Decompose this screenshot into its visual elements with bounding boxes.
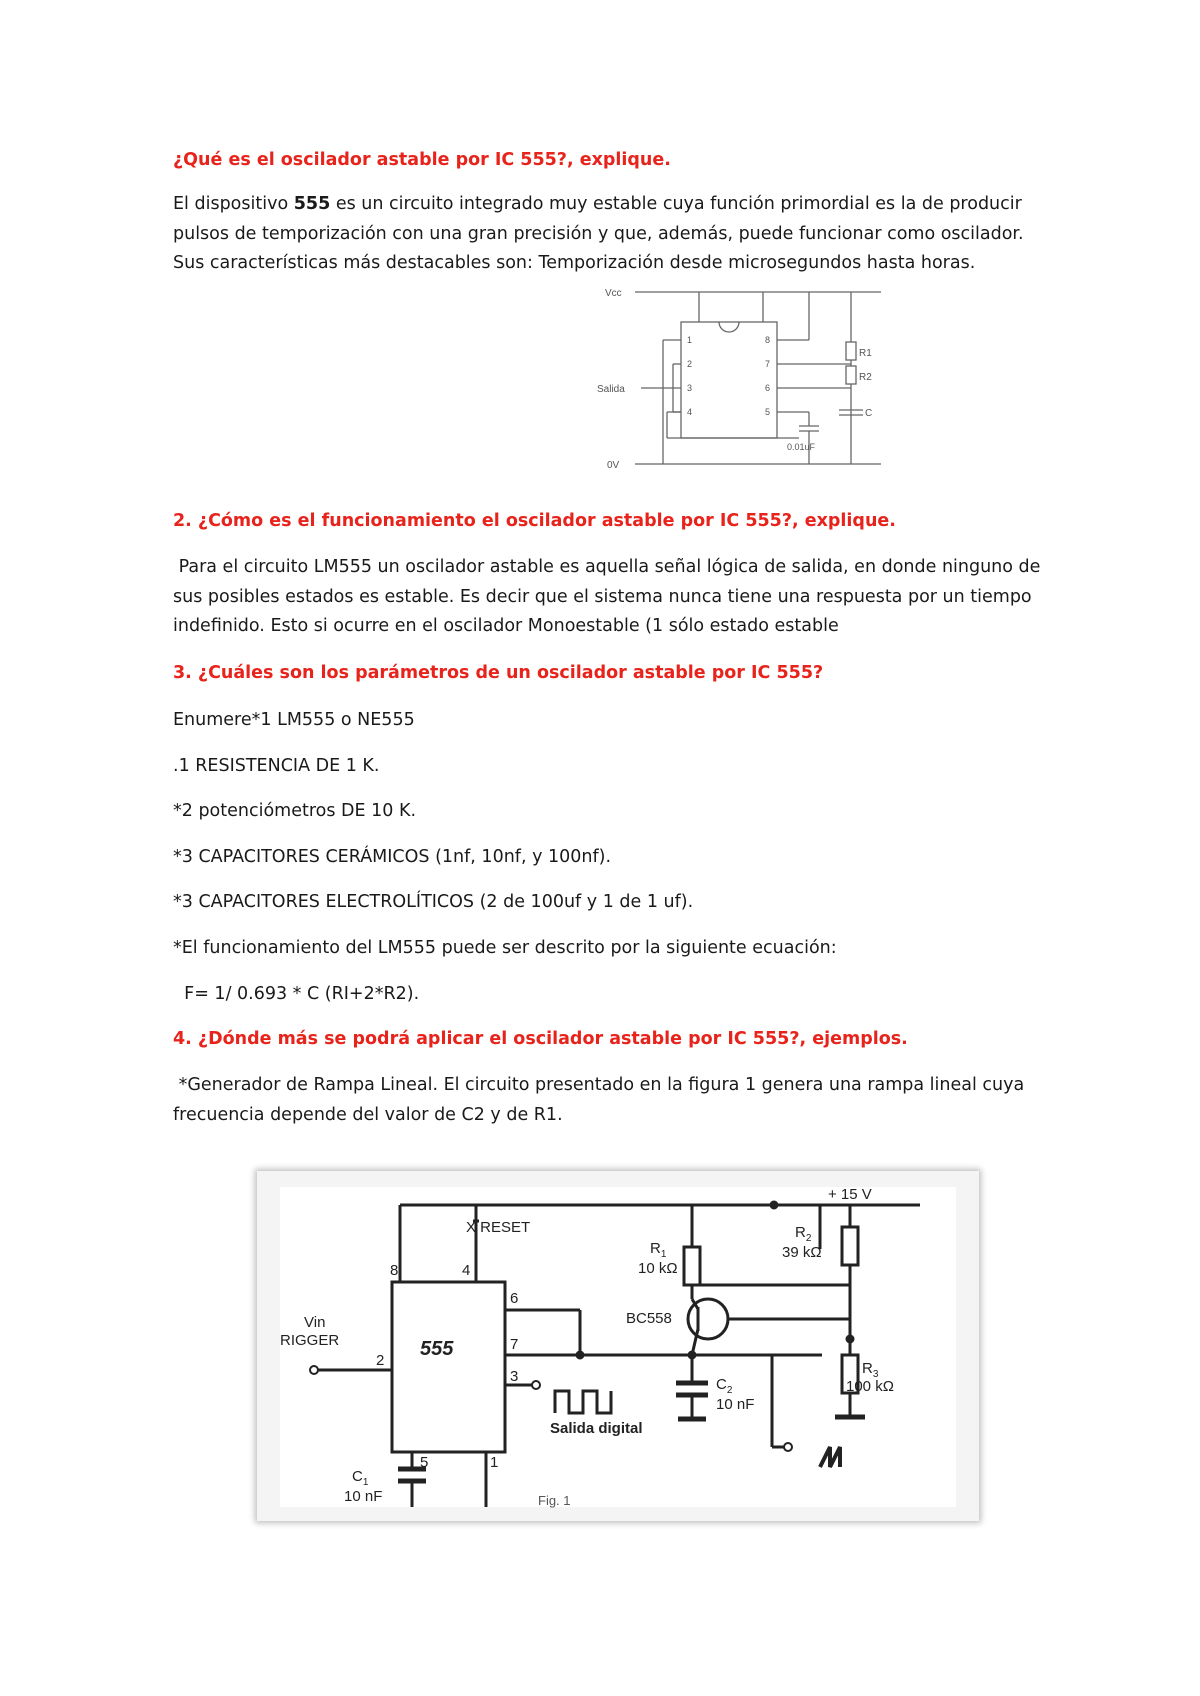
pin-8-label: 8 xyxy=(765,335,771,345)
q4-heading: 4. ¿Dónde más se podrá aplicar el oscilador astable por IC 555?, ejemplos. xyxy=(173,1029,908,1049)
ramp-generator-schematic xyxy=(280,1187,956,1507)
q3-item-1: Enumere*1 LM555 o NE555 xyxy=(173,710,415,730)
sawtooth-wave-icon xyxy=(820,1447,840,1467)
supply-label: + 15 V xyxy=(828,1186,872,1203)
pin-8-label: 8 xyxy=(390,1262,399,1279)
q3-item-3: *2 potenciómetros DE 10 K. xyxy=(173,801,417,821)
ic-notch xyxy=(719,322,739,332)
q3-heading: 3. ¿Cuáles son los parámetros de un oscilador astable por IC 555? xyxy=(173,663,824,683)
bc558-label: BC558 xyxy=(626,1310,672,1327)
pin-6-label: 6 xyxy=(510,1290,519,1307)
salida-digital-label: Salida digital xyxy=(550,1420,643,1437)
ov-label: 0V xyxy=(607,460,620,471)
astable-555-schematic xyxy=(597,282,885,477)
q1-paragraph xyxy=(173,190,1053,279)
pin-3-label: 3 xyxy=(510,1368,519,1385)
trigger-label: RIGGER xyxy=(280,1332,340,1349)
pin-3-label: 3 xyxy=(687,383,693,393)
vcc-label: Vcc xyxy=(605,288,622,299)
pin-7-label: 7 xyxy=(510,1336,519,1353)
cap-value: 0.01uF xyxy=(787,442,816,452)
q3-item-6: *El funcionamiento del LM555 puede ser descrito por la siguiente ecuación: xyxy=(173,938,837,958)
c1-value: 10 nF xyxy=(344,1488,383,1505)
q3-item-2: .1 RESISTENCIA DE 1 K. xyxy=(173,756,380,776)
q3-equation: F= 1/ 0.693 * C (RI+2*R2). xyxy=(173,984,420,1004)
pin-4-label: 4 xyxy=(687,407,693,417)
pin-1-label: 1 xyxy=(687,335,693,345)
c1-label: $C_1$ xyxy=(352,1468,369,1488)
r2-label: R2 xyxy=(859,372,872,383)
q2-paragraph: Para el circuito LM555 un oscilador astable es aquella señal lógica de salida, en donde ninguno de sus posibles estados es estable. Es decir que el sistema nunca tiene una respuesta por un tiempo indefinido. Esto si ocurre en el oscilador Monoestable (1 sólo estado estable xyxy=(173,557,1046,636)
pin-5-label: 5 xyxy=(420,1454,429,1471)
r2-symbol xyxy=(846,366,856,384)
q2-heading: 2. ¿Cómo es el funcionamiento el oscilador astable por IC 555?, explique. xyxy=(173,511,896,531)
xreset-label: X RESET xyxy=(466,1219,531,1236)
salida-label: Salida xyxy=(597,384,625,395)
q1-text-bold: 555 xyxy=(293,194,331,214)
r1-symbol xyxy=(846,342,856,360)
ramp-generator-figure-frame xyxy=(257,1171,979,1521)
pin-7-label: 7 xyxy=(765,359,771,369)
q4-paragraph: *Generador de Rampa Lineal. El circuito presentado en la figura 1 genera una rampa lineal cuya frecuencia depende del valor de C2 y de R1. xyxy=(173,1075,1030,1125)
c2-label: $C_2$ xyxy=(716,1376,733,1396)
pin-2-label: 2 xyxy=(376,1352,385,1369)
figure-caption: Fig. 1 xyxy=(538,1493,571,1508)
ic-body xyxy=(681,322,777,438)
q3-item-4: *3 CAPACITORES CERÁMICOS (1nf, 10nf, y 100nf). xyxy=(173,847,612,867)
r2-resistor xyxy=(842,1227,858,1265)
ic-555-label: 555 xyxy=(420,1338,454,1360)
q3-item-5: *3 CAPACITORES ELECTROLÍTICOS (2 de 100uf y 1 de 1 uf). xyxy=(173,892,694,912)
pin-2-label: 2 xyxy=(687,359,693,369)
r1-resistor xyxy=(684,1247,700,1285)
r2-label: $R_2$ xyxy=(795,1224,812,1244)
pin-1-label: 1 xyxy=(490,1454,499,1471)
r1-value: 10 kΩ xyxy=(638,1260,678,1277)
r3-label: $R_3$ xyxy=(862,1360,879,1380)
c2-value: 10 nF xyxy=(716,1396,755,1413)
pin-6-label: 6 xyxy=(765,383,771,393)
ic-555-body xyxy=(392,1282,505,1452)
r1-label: R1 xyxy=(859,348,872,359)
r3-value: 100 kΩ xyxy=(846,1378,894,1395)
square-wave-icon xyxy=(555,1391,611,1413)
r1-label: $R_1$ xyxy=(650,1240,667,1260)
c-label: C xyxy=(865,408,873,419)
pin-4-label: 4 xyxy=(462,1262,471,1279)
q1-heading: ¿Qué es el oscilador astable por IC 555?, explique. xyxy=(173,150,671,170)
q1-text-a: El dispositivo xyxy=(173,194,294,214)
vin-label: Vin xyxy=(304,1314,326,1331)
r2-value: 39 kΩ xyxy=(782,1244,822,1261)
pin-5-label: 5 xyxy=(765,407,771,417)
q1-text-b: es un circuito integrado muy estable cuya función primordial es la de producir pulsos de temporización con una gran precisión y que, además, puede funcionar como oscilador. Sus características más destacables son: Temporización desde microsegundos hasta horas. xyxy=(173,194,1030,273)
